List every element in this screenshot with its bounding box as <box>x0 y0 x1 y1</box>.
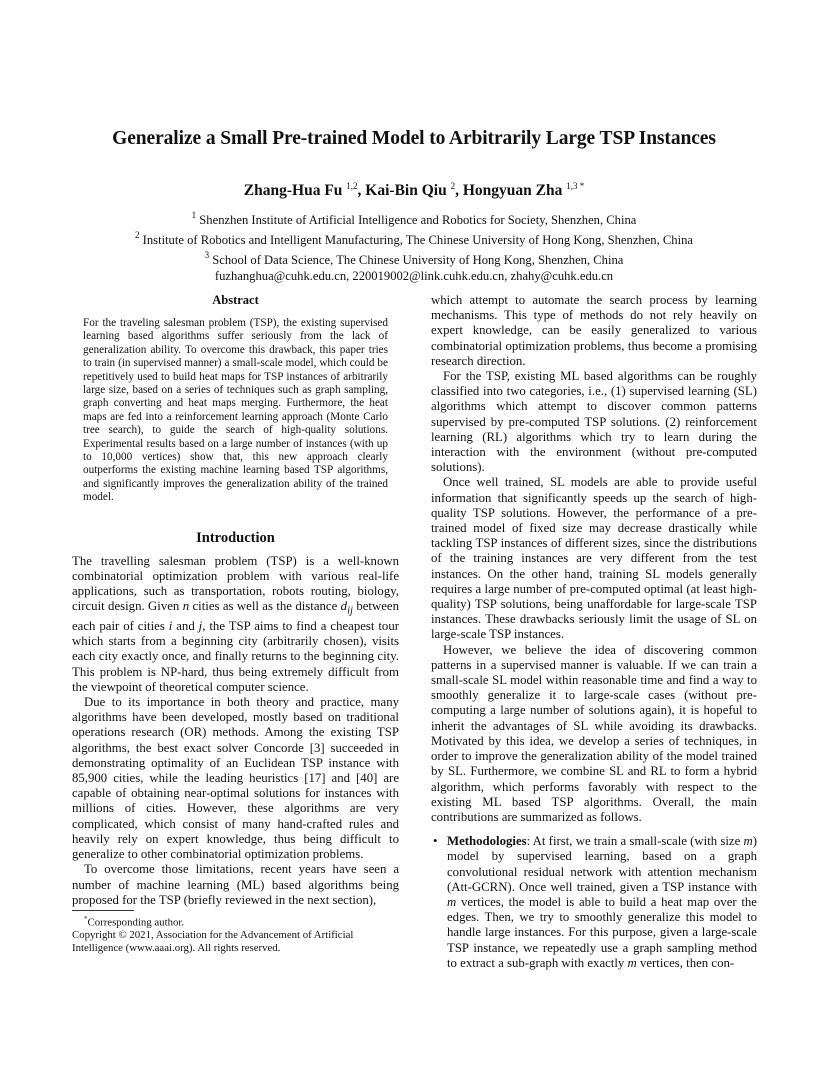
author-name: Zhang-Hua Fu <box>243 182 343 199</box>
affiliation-mark: 3 <box>204 250 210 261</box>
author-separator: , <box>455 182 463 199</box>
abstract-heading: Abstract <box>212 293 259 307</box>
author-name: Hongyuan Zha <box>462 182 563 199</box>
abstract-body <box>72 317 399 505</box>
math-var: i <box>168 619 173 634</box>
footnote <box>72 913 399 954</box>
paragraph: For the TSP, existing ML based algorithms can be roughly classified into two categories, i.e., (1) supervised learning (SL) algorithms which attempt to discover common patterns supervised by pre-computed TSP solutions. (2) reinforcement learning (RL) algorithms which try to learn during the interaction with the environment (without pre-computed solutions). <box>431 369 757 475</box>
math-var: j <box>198 619 203 634</box>
math-var: d <box>340 599 348 614</box>
footnote-corresponding <box>72 913 399 929</box>
text-run: vertices, then con- <box>636 955 735 970</box>
footnote-text: Corresponding author. <box>87 916 185 929</box>
section-heading-introduction: Introduction <box>196 529 275 546</box>
affiliation-line <box>0 208 828 228</box>
affiliation-line <box>0 228 828 248</box>
abstract-text: For the traveling salesman problem (TSP), the existing supervised learning based algorithms suffer seriously from the lack of generalization ability. To overcome this drawback, this paper tries to train (in supervised manner) a small-scale model, which could be repetitively used to build heat maps for TSP instances of arbitrarily large size, based on a series of techniques such as graph sampling, graph converting and heat maps merging. Furthermore, the heat maps are fed into a reinforcement learning approach (Monte Carlo tree search), to guide the search of high-quality solutions. Experimental results based on a large number of instances (with up to 10,000 vertices) show that, this new approach clearly outperforms the existing machine learning based TSP algorithms, and significantly improves the generalization ability of the trained model. <box>83 317 388 504</box>
author-affiliation-mark: 1,2 <box>346 181 358 191</box>
affiliation-mark: 2 <box>135 230 140 241</box>
paragraph: However, we believe the idea of discovering common patterns in a supervised manner is valuable. If we can train a small-scale SL model within reasonable time and find a way to smoothly generalize it to large-scale cases (without pre-computing a large number of solutions again), it is hopeful to inherit the advantages of SL while avoiding its drawbacks. Motivated by this idea, we develop a series of techniques, in order to improve the generalization ability of the model trained by SL. Furthermore, we combine SL and RL to form a hybrid algorithm, which performs favorably with respect to the existing ML based TSP algorithms. Overall, the main contributions are summarized as follows. <box>431 642 757 824</box>
text-run: : At first, we train a small-scale (with size <box>526 834 744 849</box>
author-affiliation-mark: 2 <box>450 181 456 191</box>
author-emails: fuzhanghua@cuhk.edu.cn, 220019002@link.cuhk.edu.cn, zhahy@cuhk.edu.cn <box>214 268 614 283</box>
author-separator: , <box>357 182 366 199</box>
text-run: cities as well as the distance <box>189 599 341 614</box>
math-var: m <box>627 955 637 970</box>
text-run: and <box>172 619 199 634</box>
text-run: between each pair of cities <box>72 599 399 634</box>
bullet-label: Methodologies <box>447 834 527 849</box>
paragraph: To overcome those limitations, recent years have seen a number of machine learning (ML) based algorithms being proposed for the TSP (briefly reviewed in the next section), <box>72 862 399 907</box>
paper-title: Generalize a Small Pre-trained Model to Arbitrarily Large TSP Instances <box>112 128 716 149</box>
affiliation-text: Institute of Robotics and Intelligent Manufacturing, The Chinese University of Hong Kong, Shenzhen, China <box>142 233 693 248</box>
paragraph <box>72 554 399 695</box>
affiliation-mark: 1 <box>191 210 197 220</box>
text-run: The travelling salesman problem (TSP) is a well-known combinatorial optimization problem with various real-life applications, such as transportation, robots routing, biology, circuit design. Given <box>72 553 399 614</box>
math-var: n <box>182 599 190 614</box>
math-subscript: ij <box>347 605 353 617</box>
introduction-body <box>72 554 399 908</box>
footnote-divider <box>72 910 134 911</box>
affiliation-text: Shenzhen Institute of Artificial Intelligence and Robotics for Society, Shenzhen, China <box>199 213 637 227</box>
copyright-notice: Copyright © 2021, Association for the Advancement of Artificial Intelligence (www.aaai.org). All rights reserved. <box>72 929 354 954</box>
author-affiliation-mark: 1,3 * <box>566 181 585 191</box>
paragraph: which attempt to automate the search process by learning mechanisms. This type of methods do not rely heavily on expert knowledge, can be easily generalized to various combinatorial optimization problems, thus become a promising research direction. <box>431 293 757 368</box>
text-run: vertices, the model is able to build a heat map over the edges. Then, we try to smoothly generalize this model to handle large instances. For this purpose, given a large-scale TSP instance, we repeatedly use a graph sampling method to extract a sub-graph with exactly <box>447 894 757 970</box>
math-var: m <box>743 834 753 849</box>
left-column <box>72 293 399 908</box>
affiliation-line <box>0 248 828 268</box>
math-var: m <box>447 894 457 909</box>
author-list <box>0 181 828 200</box>
author-name: Kai-Bin Qiu <box>365 182 447 199</box>
right-column-body <box>431 293 757 825</box>
text-run: ) model by supervised learning, based on a graph convolutional residual network with attention mechanism (Att-GCRN). Once well trained, given a TSP instance with <box>447 834 757 894</box>
paragraph: Due to its importance in both theory and practice, many algorithms have been developed, mostly based on traditional operations research (OR) methods. Among the existing TSP algorithms, the best exact solver Concorde [3] succeeded in demonstrating optimality of an Euclidean TSP instance with 85,900 cities, while the leading heuristics [17] and [40] are capable of obtaining near-optimal solutions for instances with millions of cities. However, these algorithms are very complicated, which consist of many hand-crafted rules and heavily rely on expert knowledge, thus being difficult to generalize to other combinatorial optimization problems. <box>72 695 399 862</box>
paragraph: Once well trained, SL models are able to provide useful information that significantly speeds up the search of high-quality TSP solutions. However, the performance of a pre-trained model of fixed size may decrease drastically while tackling TSP instances of different sizes, since the distributions of the training instances are very different from the test instances. On the other hand, training SL models generally requires a large number of pre-computed optimal (at least high-quality) TSP solutions, being unaffordable for large-scale TSP instances. These drawbacks seriously limit the usage of SL on large-scale TSP instances. <box>431 475 757 642</box>
footnote-mark: * <box>84 915 88 923</box>
contribution-bullet <box>431 834 757 971</box>
affiliation-text: School of Data Science, The Chinese University of Hong Kong, Shenzhen, China <box>212 253 624 268</box>
text-run: , the TSP aims to find a cheapest tour which starts from a beginning city (arbitrarily chosen), visits each city exactly once, and finally returns to the beginning city. This problem is NP-hard, thus being extremely difficult from the viewpoint of theoretical computer science. <box>72 619 399 694</box>
affiliations <box>0 208 828 284</box>
bullet-icon: • <box>433 834 438 849</box>
right-column <box>431 293 757 971</box>
